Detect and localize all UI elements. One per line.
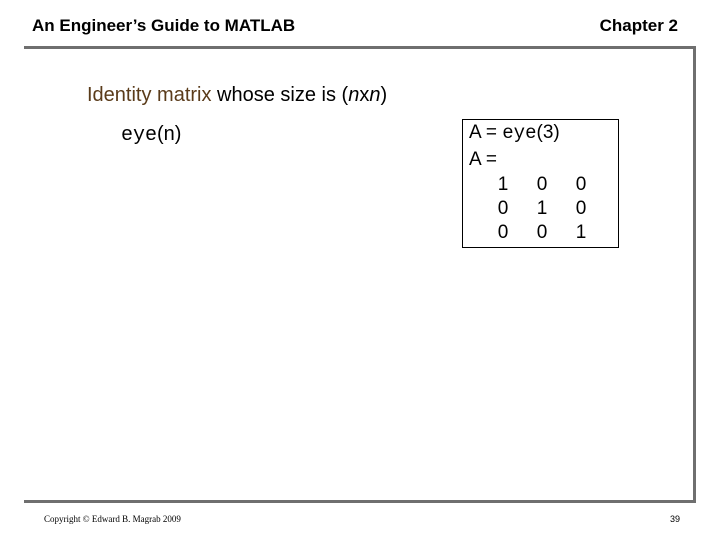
function-syntax (121, 123, 181, 147)
matrix-row (463, 222, 620, 246)
title-close: ) (380, 84, 388, 106)
matrix-cell: 0 (536, 174, 548, 195)
page-number: 39 (669, 514, 680, 524)
example-args: (3) (536, 122, 560, 143)
matrix-cell: 1 (536, 198, 548, 219)
example-result-label: A = (469, 149, 497, 170)
slide-frame (24, 46, 696, 503)
matrix-row (463, 174, 620, 198)
matrix-cell: 1 (497, 174, 509, 195)
matrix-cell: 0 (536, 222, 548, 243)
syntax-args: (n) (157, 123, 182, 145)
matrix-cell: 0 (575, 198, 587, 219)
title-n2: n (369, 84, 381, 106)
title-highlight: Identity matrix (87, 84, 212, 106)
slide-title (87, 84, 387, 107)
syntax-function-name: eye (121, 124, 158, 147)
matrix-cell: 0 (497, 198, 509, 219)
chapter-label: Chapter 2 (599, 16, 678, 35)
header-title: An Engineer’s Guide to MATLAB (32, 16, 296, 35)
example-box (462, 119, 619, 248)
matrix-cell: 1 (575, 222, 587, 243)
title-x: x (359, 84, 370, 106)
title-n1: n (348, 84, 360, 106)
example-command (469, 122, 560, 144)
matrix-row (463, 198, 620, 222)
example-assign: A = (469, 122, 503, 143)
example-function-name: eye (502, 122, 537, 144)
title-text: whose size is ( (217, 84, 349, 106)
matrix-cell: 0 (497, 222, 509, 243)
copyright-notice: Copyright © Edward B. Magrab 2009 (44, 514, 181, 524)
matrix-cell: 0 (575, 174, 587, 195)
